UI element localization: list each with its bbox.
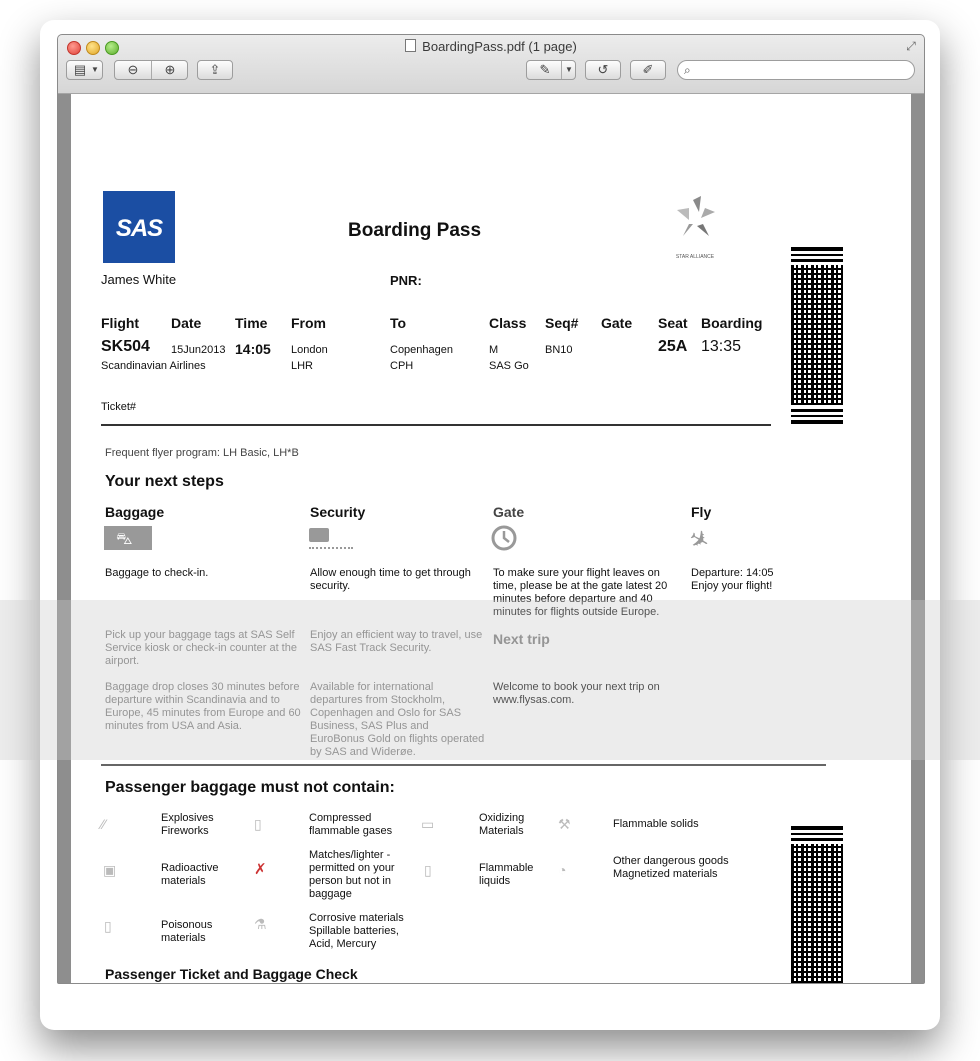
ticket-baggage-heading: Passenger Ticket and Baggage Check	[105, 966, 358, 982]
column-to: To	[390, 315, 407, 331]
restriction-other-dangerous: Other dangerous goods Magnetized materials	[613, 855, 729, 880]
column-time: Time	[235, 315, 268, 331]
pdf-page	[71, 94, 911, 983]
sidebar-view-button[interactable]	[66, 60, 103, 80]
fly-enjoy: Enjoy your flight!	[691, 580, 773, 592]
edit-icon: ✐	[642, 62, 654, 77]
baggage-step-2: Pick up your baggage tags at SAS Self Service kiosk or check-in counter at the airport.	[105, 629, 297, 667]
gate-step-1: To make sure your flight leaves on time, please be at the gate latest 20 minutes before departure and 40 minutes for flights outside Europe.	[493, 567, 668, 618]
explosives-icon: ⁄⁄	[101, 816, 106, 832]
baggage-title: Baggage	[105, 504, 165, 520]
restriction-flammable-solids: Flammable solids	[613, 818, 699, 830]
column-flight: Flight	[101, 315, 140, 331]
edit-toolbar-button[interactable]	[630, 60, 666, 80]
annotate-button[interactable]	[526, 60, 576, 80]
frequent-flyer-info: Frequent flyer program: LH Basic, LH*B	[105, 447, 299, 459]
next-trip-text: Welcome to book your next trip on www.flysas.com.	[493, 681, 660, 706]
sas-logo	[103, 191, 175, 263]
baggage-step-1: Baggage to check-in.	[105, 567, 209, 579]
column-boarding: Boarding	[701, 315, 763, 331]
flammable-liquid-icon: ▯	[424, 862, 432, 878]
destination-code: CPH	[390, 360, 414, 372]
oxidizer-icon: ▭	[421, 816, 435, 832]
restriction-oxidizing: Oxidizing Materials	[479, 812, 525, 837]
origin-city: London	[291, 344, 328, 356]
column-date: Date	[171, 315, 202, 331]
seat-number: 25A	[658, 338, 688, 355]
rotate-icon: ↺	[597, 62, 609, 77]
sidebar-icon: ▤	[73, 62, 87, 77]
restriction-flammable-liquids: Flammable liquids	[479, 862, 534, 887]
star-alliance-logo	[663, 194, 733, 264]
next-trip-heading: Next trip	[493, 631, 550, 647]
title-bar[interactable]	[58, 35, 924, 94]
column-class: Class	[489, 315, 527, 331]
airplane-icon: ✈	[683, 523, 715, 558]
flight-number: SK504	[101, 338, 150, 355]
fullscreen-icon[interactable]: ⤢	[906, 39, 916, 53]
ticket-label: Ticket#	[101, 401, 137, 413]
restriction-corrosive: Corrosive materials Spillable batteries, Acid, Mercury	[309, 912, 404, 950]
boarding-time: 13:35	[701, 338, 742, 355]
header-divider	[101, 424, 771, 426]
zoom-in-button[interactable]: ⊕	[151, 61, 188, 79]
pdf-document-icon	[405, 39, 416, 52]
sas-logo-text: SAS	[115, 215, 163, 242]
security-icon	[309, 526, 355, 552]
baggage-icon: ⛍	[104, 526, 152, 550]
window-title-area	[58, 39, 924, 54]
steps-divider	[101, 764, 826, 766]
corrosive-icon: ⚗	[254, 916, 267, 932]
star-alliance-text: STAR ALLIANCE	[675, 254, 715, 260]
search-field[interactable]	[677, 60, 915, 80]
clock-icon	[491, 525, 517, 551]
fly-departure: Departure: 14:05	[691, 567, 774, 579]
destination-city: Copenhagen	[390, 344, 454, 356]
document-area[interactable]	[58, 94, 924, 983]
next-steps-heading: Your next steps	[105, 473, 224, 490]
rotate-button[interactable]	[585, 60, 621, 80]
restriction-radioactive: Radioactive materials	[161, 862, 219, 887]
restriction-poisonous: Poisonous materials	[161, 919, 213, 944]
window-title: BoardingPass.pdf (1 page)	[422, 39, 577, 54]
barcode-top	[791, 247, 843, 429]
fly-title: Fly	[691, 504, 712, 520]
chevron-down-icon[interactable]: ▼	[561, 61, 576, 79]
flammable-solids-icon: ⚒	[558, 816, 571, 832]
flight-date: 15Jun2013	[171, 344, 226, 356]
radioactive-icon: ▣	[103, 862, 117, 878]
barcode-bottom	[791, 826, 843, 983]
zoom-controls	[114, 60, 188, 80]
passenger-name: James White	[101, 272, 177, 287]
class-name: SAS Go	[489, 360, 529, 372]
pnr-label: PNR:	[390, 273, 422, 288]
origin-code: LHR	[291, 360, 314, 372]
column-seat: Seat	[658, 315, 688, 331]
baggage-step-3: Baggage drop closes 30 minutes before departure within Scandinavia and to Europe, 45 minutes from Europe and 60 minutes from USA and Asia.	[105, 681, 301, 732]
column-gate: Gate	[601, 315, 633, 331]
restriction-matches: Matches/lighter - permitted on your person but not in baggage	[309, 849, 395, 900]
restriction-compressed-gases: Compressed flammable gases	[309, 812, 393, 837]
column-seq: Seq#	[545, 315, 579, 331]
share-button[interactable]	[197, 60, 233, 80]
class-code: M	[489, 344, 499, 356]
gate-title: Gate	[493, 504, 525, 520]
security-title: Security	[310, 504, 366, 520]
no-matches-icon: ✗	[254, 861, 267, 878]
share-icon: ⇪	[209, 62, 221, 77]
search-icon: ⌕	[684, 63, 691, 77]
gas-cylinder-icon: ▯	[254, 816, 262, 832]
flight-time: 14:05	[235, 341, 271, 357]
chevron-down-icon: ▼	[91, 65, 99, 74]
star-alliance-icon	[663, 194, 733, 252]
poison-icon: ▯	[104, 918, 112, 934]
boarding-pass-title: Boarding Pass	[348, 220, 482, 241]
airline-name: Scandinavian Airlines	[101, 360, 206, 372]
magnet-icon: ◔	[558, 862, 567, 878]
security-step-1: Allow enough time to get through security.	[310, 567, 471, 592]
restrictions-heading: Passenger baggage must not contain:	[105, 779, 395, 796]
security-step-2: Enjoy an efficient way to travel, use SAS Fast Track Security.	[310, 629, 483, 654]
column-from: From	[291, 315, 326, 331]
security-step-3: Available for international departures from Stockholm, Copenhagen and Oslo for SAS Business, SAS Plus and EuroBonus Gold on flights operated by SAS and Widerøe.	[310, 681, 485, 758]
zoom-out-button[interactable]: ⊖	[127, 62, 139, 77]
pen-icon: ✎	[539, 62, 551, 77]
restriction-explosives: Explosives Fireworks	[161, 812, 214, 837]
preview-window	[57, 34, 925, 984]
sequence-number: BN10	[545, 344, 573, 356]
